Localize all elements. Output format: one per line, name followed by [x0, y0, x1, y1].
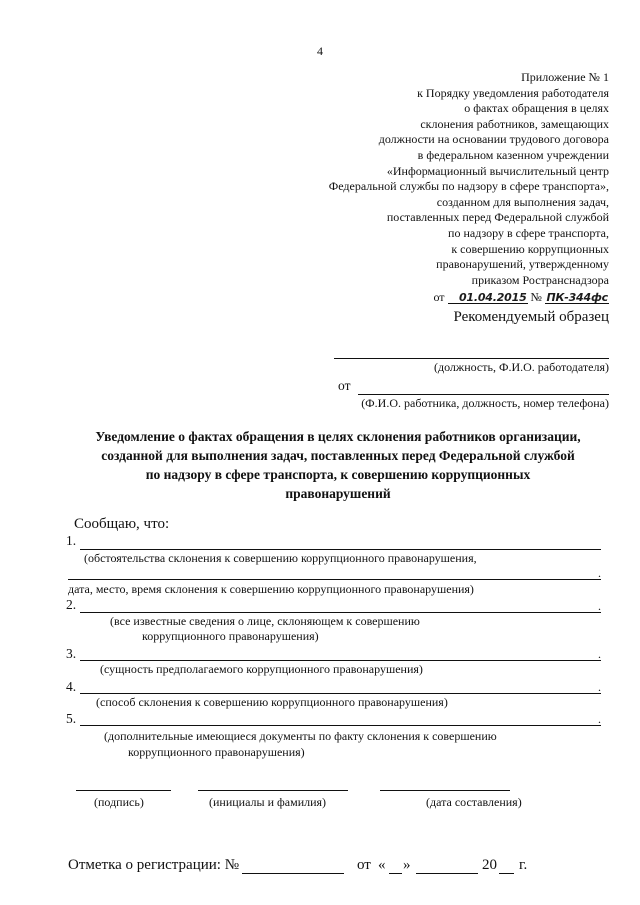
item-fill-line: [80, 725, 601, 726]
signature-line: [76, 790, 171, 791]
item-fill-line: [80, 612, 601, 613]
item-number: 1.: [66, 533, 77, 548]
item-caption: (дополнительные имеющиеся документы по факту склонения к совершению: [104, 729, 497, 743]
order-number-handwritten: ПК-344фс: [546, 291, 608, 305]
date-line: [380, 790, 510, 791]
item-number: 2.: [66, 597, 77, 612]
item-caption: (все известные сведения о лице, склоняющем к совершению: [110, 614, 420, 628]
item-caption: дата, место, время склонения к совершению коррупционного правонарушения): [68, 582, 474, 596]
item-number: 5.: [66, 711, 77, 726]
signature-caption: (подпись): [94, 795, 144, 809]
appendix-line: созданном для выполнения задач,: [436, 194, 609, 209]
item-number: 4.: [66, 679, 77, 694]
employer-caption: (должность, Ф.И.О. работодателя): [433, 360, 609, 374]
notice-title: [58, 427, 618, 503]
title-line: созданной для выполнения задач, поставленных перед Федеральной службой: [101, 448, 575, 463]
registration-number-line: [242, 873, 344, 874]
order-number-sign: №: [530, 290, 542, 305]
appendix-line: в федеральном казенном учреждении: [417, 147, 609, 162]
line-end-dot: .: [598, 712, 601, 726]
item-fill-line: [80, 549, 601, 550]
line-end-dot: .: [598, 566, 601, 580]
registration-year-prefix: 20: [482, 857, 497, 873]
appendix-line: должности на основании трудового договора: [378, 132, 609, 147]
title-line: по надзору в сфере транспорта, к совершению коррупционных: [145, 467, 531, 482]
appendix-line: по надзору в сфере транспорта,: [448, 225, 609, 240]
intro-text: Сообщаю, что:: [74, 516, 170, 532]
name-caption: (инициалы и фамилия): [209, 795, 327, 809]
date-caption: (дата составления): [426, 795, 522, 809]
line-end-dot: .: [598, 599, 601, 613]
item-caption: коррупционного правонарушения): [128, 745, 305, 759]
appendix-block: [329, 70, 609, 306]
item-number: 3.: [66, 646, 77, 661]
registration-from: от: [357, 857, 371, 873]
employee-line: [358, 394, 609, 395]
item-fill-line: [68, 579, 601, 580]
page-number: 4: [317, 44, 323, 58]
appendix-line: правонарушений, утвержденному: [436, 257, 609, 272]
line-end-dot: .: [598, 647, 601, 661]
registration-label: Отметка о регистрации: №: [68, 857, 240, 873]
order-prefix: от: [433, 290, 445, 305]
order-number-field: [545, 292, 609, 304]
title-line: правонарушений: [285, 486, 391, 501]
appendix-line: приказом Ространснадзора: [471, 272, 609, 287]
employer-line: [334, 358, 609, 359]
item-caption: (обстоятельства склонения к совершению коррупционного правонарушения,: [84, 551, 477, 565]
title-line: Уведомление о фактах обращения в целях склонения работников организации,: [95, 429, 581, 444]
open-quote: «: [378, 857, 386, 873]
registration-year-line: [499, 873, 514, 874]
from-label: от: [338, 378, 351, 393]
appendix-line: поставленных перед Федеральной службой: [386, 210, 609, 225]
order-reference: [329, 290, 609, 306]
appendix-line: к совершению коррупционных: [451, 241, 609, 256]
close-quote: »: [403, 857, 411, 873]
item-caption: коррупционного правонарушения): [142, 629, 319, 643]
item-caption: (способ склонения к совершению коррупционного правонарушения): [96, 695, 448, 709]
appendix-line: о фактах обращения в целях: [464, 101, 609, 116]
item-fill-line: [80, 693, 601, 694]
appendix-line: склонения работников, замещающих: [420, 116, 609, 131]
order-date-field: [448, 292, 528, 304]
appendix-line: Приложение № 1: [521, 70, 609, 84]
order-date-handwritten: 01.04.2015: [458, 291, 527, 305]
employee-caption: (Ф.И.О. работника, должность, номер телефона): [361, 396, 609, 410]
appendix-line: к Порядку уведомления работодателя: [417, 85, 609, 100]
recommended-sample-label: Рекомендуемый образец: [453, 309, 609, 325]
line-end-dot: .: [598, 680, 601, 694]
registration-year-suffix: г.: [519, 857, 528, 873]
registration-day-line: [389, 873, 402, 874]
item-caption: (сущность предполагаемого коррупционного правонарушения): [100, 662, 423, 676]
registration-month-line: [416, 873, 478, 874]
item-fill-line: [80, 660, 601, 661]
appendix-line: «Информационный вычислительный центр: [386, 163, 609, 178]
name-line: [198, 790, 348, 791]
appendix-line: Федеральной службы по надзору в сфере транспорта»,: [328, 179, 609, 194]
